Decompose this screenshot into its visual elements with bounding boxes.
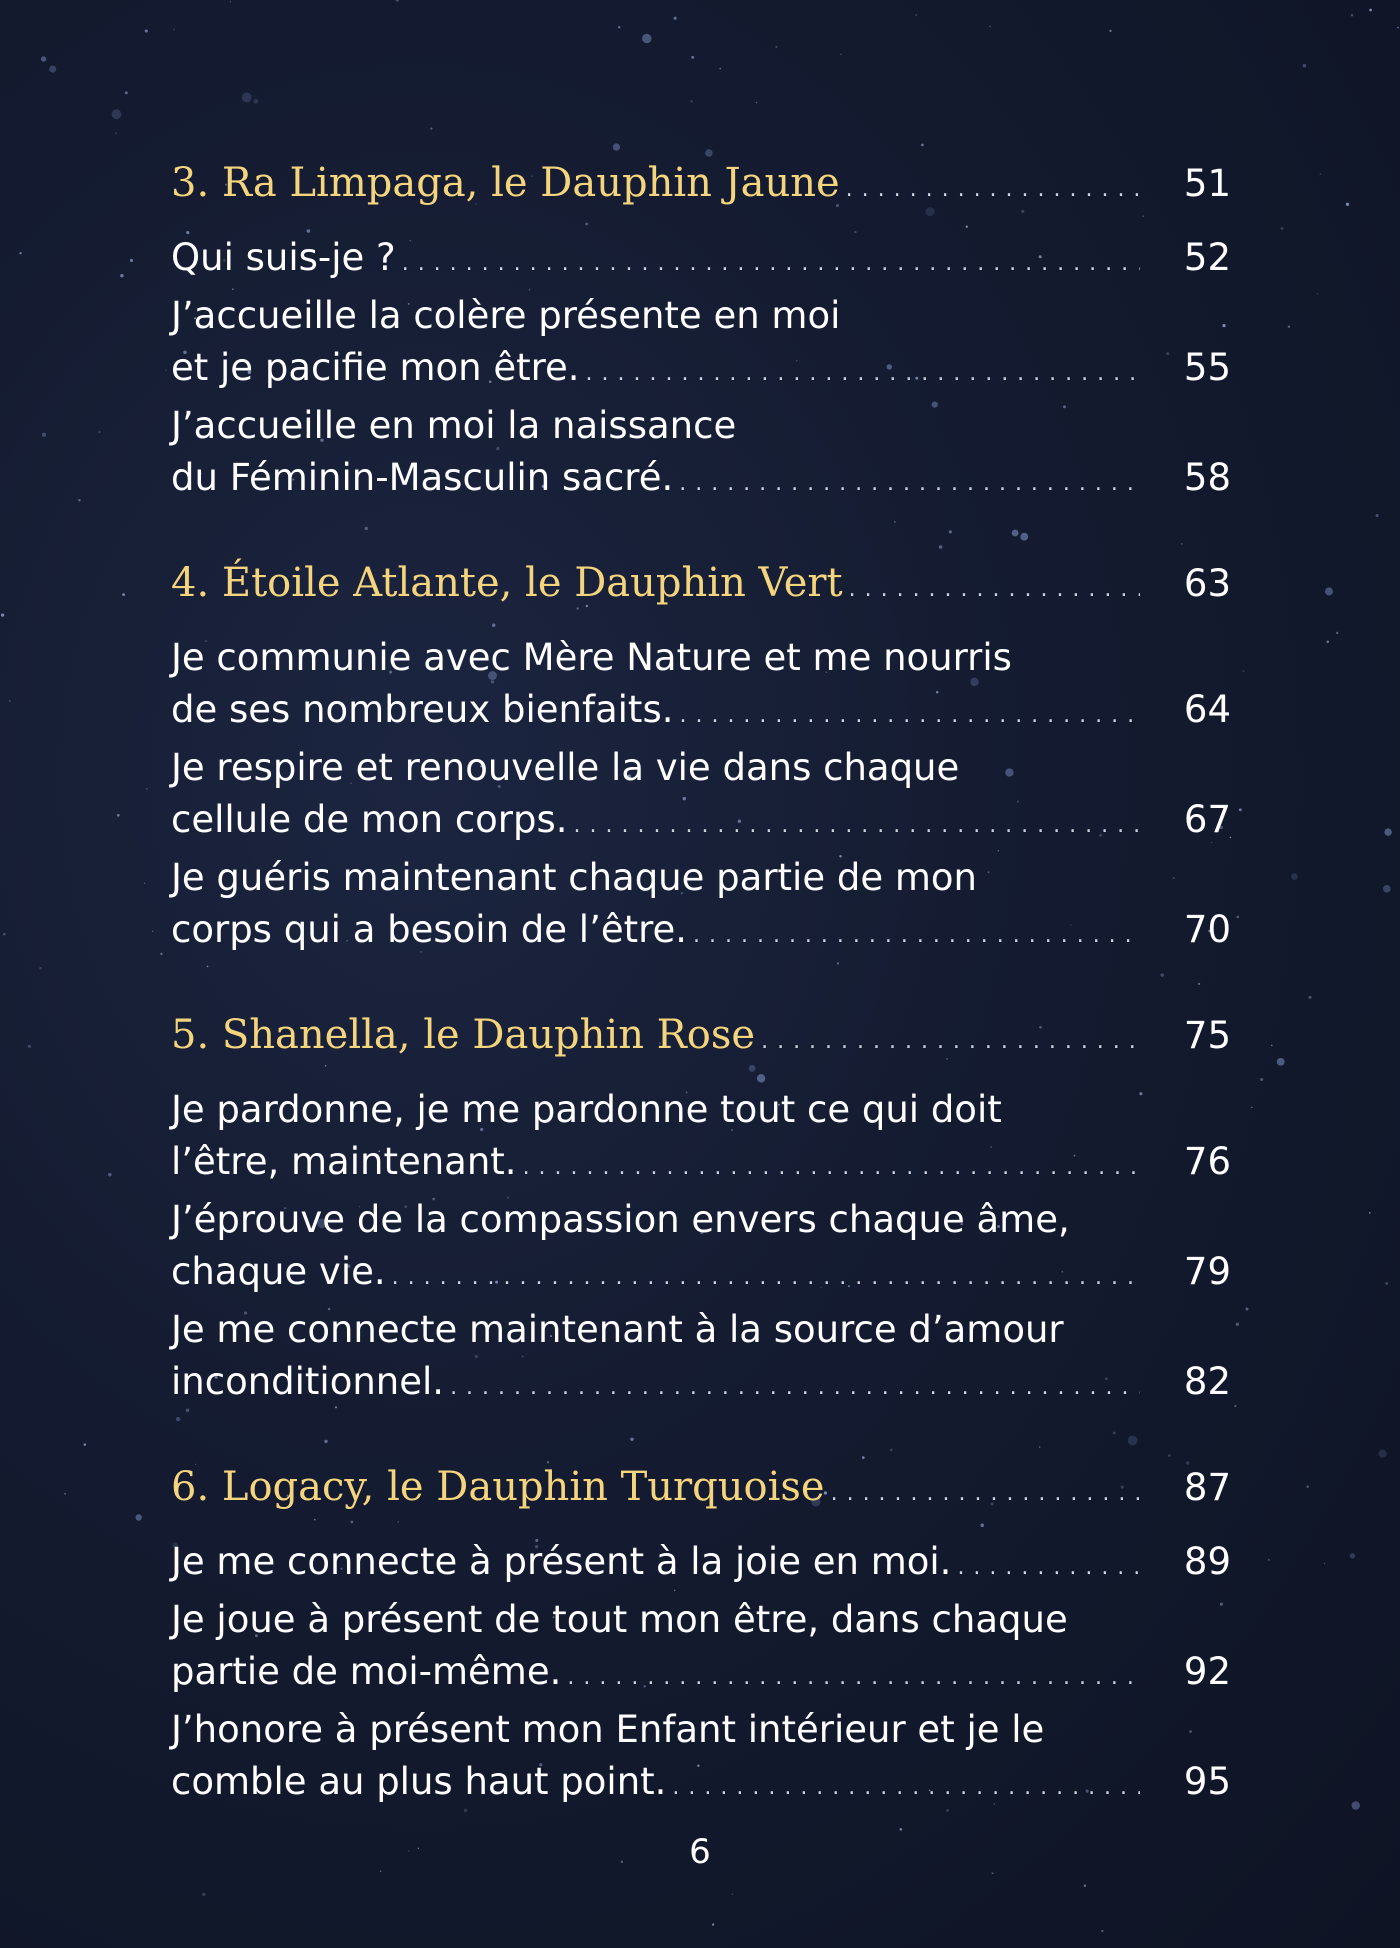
- entry-line-1: J’éprouve de la compassion envers chaque âme,: [171, 1198, 1070, 1241]
- dot-leader: [402, 238, 1140, 290]
- star: [1306, 1485, 1309, 1488]
- star: [165, 369, 166, 370]
- star: [674, 17, 677, 20]
- entry-line-2: chaque vie.: [171, 1250, 386, 1293]
- star: [1327, 641, 1330, 644]
- star: [618, 26, 620, 28]
- star: [1239, 808, 1242, 811]
- star: [1351, 14, 1354, 17]
- star: [1260, 1078, 1263, 1081]
- star: [130, 259, 133, 262]
- star: [840, 54, 842, 56]
- entry-line-2: corps qui a besoin de l’être.: [171, 908, 688, 951]
- star: [9, 700, 11, 702]
- toc-entry[interactable]: [171, 632, 1231, 742]
- star: [430, 128, 432, 130]
- star: [1379, 1450, 1387, 1458]
- entry-line-2: inconditionnel.: [171, 1360, 445, 1403]
- dot-leader: [672, 1762, 1140, 1814]
- star: [705, 149, 713, 157]
- dot-leader: [586, 348, 1140, 400]
- star: [1109, 30, 1111, 32]
- entry-line-1: J’accueille en moi la naissance: [171, 404, 737, 447]
- dot-leader: [523, 1142, 1140, 1194]
- star: [144, 883, 145, 884]
- star: [1243, 670, 1245, 672]
- dot-leader: [846, 177, 1140, 202]
- dot-leader: [679, 690, 1140, 742]
- star: [1376, 514, 1379, 517]
- star: [3, 933, 6, 936]
- chapter-title: 3. Ra Limpaga, le Dauphin Jaune: [171, 160, 840, 206]
- star: [41, 56, 46, 61]
- star: [64, 1493, 66, 1495]
- chapter-title: 4. Étoile Atlante, le Dauphin Vert: [171, 560, 843, 606]
- toc-section-6: [171, 1464, 1231, 1814]
- entry-line-2: de ses nombreux bienfaits.: [171, 688, 674, 731]
- dot-leader: [849, 577, 1140, 602]
- toc-entry[interactable]: [171, 290, 1231, 400]
- chapter-row[interactable]: [171, 1464, 1231, 1510]
- star: [28, 1045, 31, 1048]
- star: [1369, 1212, 1371, 1214]
- star: [396, 0, 399, 2]
- page-ref: 70: [1183, 908, 1231, 951]
- dot-leader: [679, 458, 1140, 510]
- star: [108, 1173, 111, 1176]
- star: [732, 1893, 733, 1894]
- star: [1236, 1323, 1239, 1326]
- star: [1236, 916, 1239, 919]
- star: [78, 499, 80, 501]
- toc-entry[interactable]: [171, 1194, 1231, 1304]
- star: [1246, 1308, 1249, 1311]
- star: [125, 91, 128, 94]
- star: [613, 143, 620, 150]
- star: [120, 274, 123, 277]
- star: [49, 66, 56, 73]
- page-ref: 87: [1183, 1466, 1231, 1509]
- star: [1, 614, 4, 617]
- dot-leader: [392, 1252, 1140, 1304]
- star: [1383, 885, 1391, 893]
- entry-line-2: du Féminin-Masculin sacré.: [171, 456, 674, 499]
- entry-line-2: et je pacifie mon être.: [171, 346, 580, 389]
- toc-entry[interactable]: [171, 1304, 1231, 1414]
- entry-line-1: Je me connecte maintenant à la source d’amour: [171, 1308, 1064, 1351]
- star: [1268, 1559, 1270, 1561]
- star: [1397, 27, 1399, 29]
- page-ref: 63: [1183, 562, 1231, 605]
- star: [135, 1514, 141, 1520]
- star: [84, 1443, 87, 1446]
- star: [1281, 227, 1284, 230]
- star: [1325, 587, 1333, 595]
- star: [160, 953, 162, 955]
- table-of-contents: [171, 160, 1231, 1814]
- star: [1303, 64, 1307, 68]
- star: [1288, 325, 1290, 327]
- star: [756, 102, 758, 104]
- star: [1084, 1885, 1086, 1887]
- star: [1351, 1801, 1359, 1809]
- star: [117, 814, 120, 817]
- star: [1346, 203, 1349, 206]
- dot-leader: [450, 1362, 1140, 1414]
- toc-section-3: [171, 160, 1231, 510]
- page-ref: 52: [1183, 236, 1231, 279]
- star: [152, 931, 153, 932]
- star: [254, 99, 259, 104]
- toc-entry[interactable]: [171, 1084, 1231, 1194]
- entry-line-1: Je guéris maintenant chaque partie de mon: [171, 856, 977, 899]
- chapter-title: 5. Shanella, le Dauphin Rose: [171, 1012, 756, 1058]
- dot-leader: [693, 910, 1140, 962]
- chapter-row[interactable]: [171, 160, 1231, 206]
- chapter-row[interactable]: [171, 1012, 1231, 1058]
- star: [989, 25, 991, 27]
- star: [122, 593, 125, 596]
- page-ref: 64: [1183, 688, 1231, 731]
- toc-entry[interactable]: [171, 1536, 1231, 1594]
- entry-line-2: comble au plus haut point.: [171, 1760, 667, 1803]
- star: [173, 29, 174, 30]
- star: [202, 1893, 205, 1896]
- star: [1234, 1405, 1236, 1407]
- page-ref: 76: [1183, 1140, 1231, 1183]
- entry-line-1: J’accueille la colère présente en moi: [171, 294, 841, 337]
- entry-line-2: Je me connecte à présent à la joie en moi.: [171, 1540, 952, 1583]
- star: [146, 788, 148, 790]
- page-ref: 75: [1183, 1014, 1231, 1057]
- entry-line-1: Je pardonne, je me pardonne tout ce qui doit: [171, 1088, 1002, 1131]
- toc-entry[interactable]: [171, 852, 1231, 962]
- dot-leader: [574, 800, 1140, 852]
- page-ref: 79: [1183, 1250, 1231, 1293]
- star: [1277, 1058, 1285, 1066]
- star: [1320, 173, 1321, 174]
- page-ref: 55: [1183, 346, 1231, 389]
- entry-line-1: Je joue à présent de tout mon être, dans chaque: [171, 1598, 1068, 1641]
- entry-line-2: cellule de mon corps.: [171, 798, 568, 841]
- star: [1324, 1563, 1325, 1564]
- star: [42, 433, 46, 437]
- page-ref: 82: [1183, 1360, 1231, 1403]
- star: [775, 46, 777, 48]
- entry-line-1: Je communie avec Mère Nature et me nourris: [171, 636, 1012, 679]
- star: [1350, 1553, 1355, 1558]
- star: [690, 100, 692, 102]
- star: [39, 967, 42, 970]
- dot-leader: [957, 1542, 1140, 1594]
- entry-line-1: J’honore à présent mon Enfant intérieur et je le: [171, 1708, 1045, 1751]
- page-ref: 58: [1183, 456, 1231, 499]
- star: [992, 1872, 994, 1874]
- star: [915, 14, 917, 16]
- chapter-row[interactable]: [171, 560, 1231, 606]
- star: [921, 144, 924, 147]
- star: [98, 431, 100, 433]
- star: [1336, 632, 1338, 634]
- star: [1291, 873, 1298, 880]
- star: [145, 29, 148, 32]
- star: [642, 34, 651, 43]
- page-ref: 51: [1183, 162, 1231, 205]
- toc-entry[interactable]: [171, 232, 1231, 290]
- folio-page-number: 6: [689, 1832, 711, 1872]
- star: [899, 1828, 902, 1831]
- star: [230, 1, 231, 2]
- star: [1308, 996, 1311, 999]
- entry-line-2: l’être, maintenant.: [171, 1140, 517, 1183]
- dot-leader: [567, 1652, 1140, 1704]
- star: [19, 252, 21, 254]
- dot-leader: [831, 1481, 1140, 1506]
- entry-line-2: Qui suis-je ?: [171, 236, 396, 279]
- page-ref: 67: [1183, 798, 1231, 841]
- star: [712, 1923, 714, 1925]
- star: [1251, 1107, 1253, 1109]
- star: [691, 56, 694, 59]
- star: [115, 132, 117, 134]
- entry-line-1: Je respire et renouvelle la vie dans chaque: [171, 746, 960, 789]
- star: [1385, 1282, 1388, 1285]
- toc-section-4: [171, 560, 1231, 962]
- star: [112, 109, 122, 119]
- dot-leader: [761, 1029, 1140, 1054]
- star: [242, 93, 252, 103]
- toc-entry[interactable]: [171, 1594, 1231, 1704]
- star: [719, 68, 721, 70]
- star: [1317, 293, 1319, 295]
- page-ref: 95: [1183, 1760, 1231, 1803]
- star: [1271, 1045, 1273, 1047]
- entry-line-2: partie de moi-même.: [171, 1650, 562, 1693]
- toc-entry[interactable]: [171, 400, 1231, 510]
- toc-entry[interactable]: [171, 742, 1231, 852]
- page-ref: 92: [1183, 1650, 1231, 1693]
- page-ref: 89: [1183, 1540, 1231, 1583]
- toc-entry[interactable]: [171, 1704, 1231, 1814]
- star: [1101, 1930, 1103, 1932]
- star: [1369, 9, 1372, 12]
- star: [1384, 828, 1391, 835]
- chapter-title: 6. Logacy, le Dauphin Turquoise: [171, 1464, 825, 1510]
- toc-section-5: [171, 1012, 1231, 1414]
